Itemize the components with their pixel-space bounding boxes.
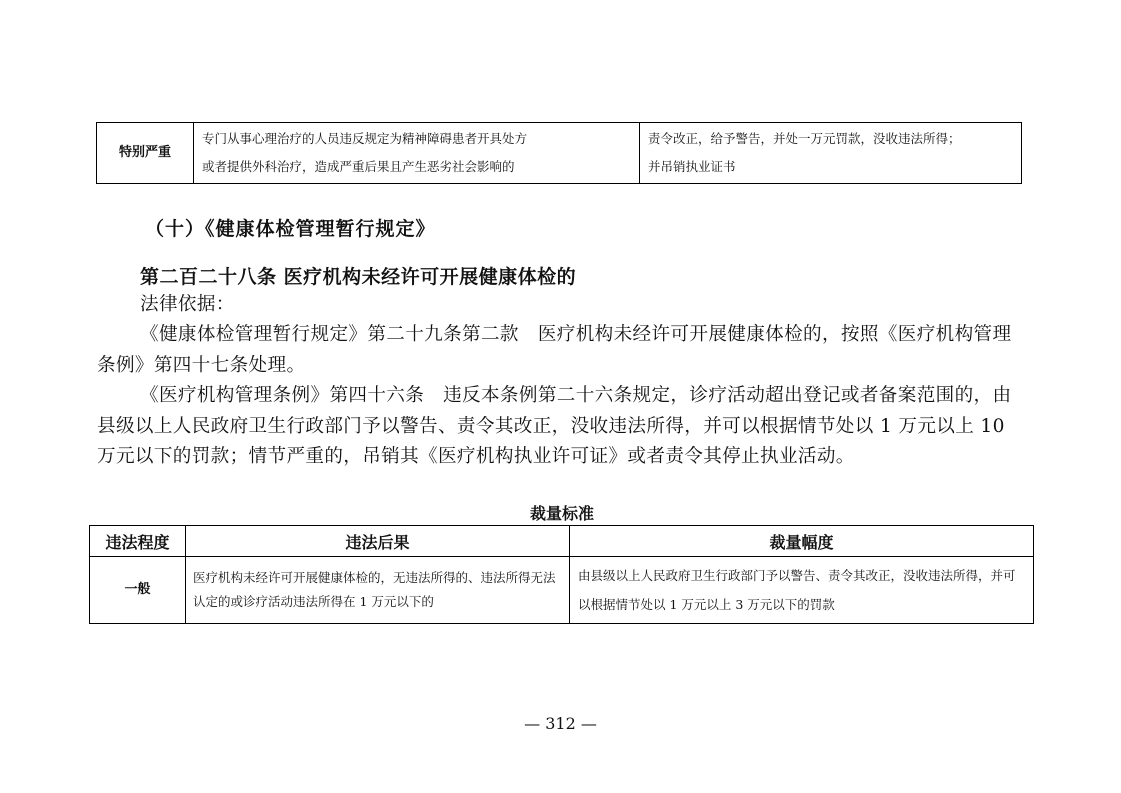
legal-basis-paragraph: 《医疗机构管理条例》第四十六条 违反本条例第二十六条规定，诊疗活动超出登记或者备案范围的，由县级以上人民政府卫生行政部门予以警告、责令其改正，没收违法所得，并可以根据情节处以 1 万元以上 10 万元以下的罚款；情节严重的，吊销其《医疗机构执业许可证》或者责令其停止执业活动。 bbox=[97, 385, 1012, 467]
violation-level-cell: 一般 bbox=[90, 557, 186, 624]
table-row bbox=[90, 557, 1034, 624]
page-number: — 312 — bbox=[524, 714, 597, 733]
consequence-line: 专门从事心理治疗的人员违反规定为精神障碍患者开具处方 bbox=[202, 131, 528, 146]
section-heading: （十）《健康体检管理暂行规定》 bbox=[145, 218, 436, 240]
column-header: 违法程度 bbox=[90, 526, 186, 557]
article-title: 第二百二十八条 医疗机构未经许可开展健康体检的 bbox=[140, 266, 577, 288]
penalty-range-cell bbox=[640, 123, 1022, 184]
penalty-line: 责令改正，给予警告，并处一万元罚款，没收违法所得； bbox=[648, 131, 961, 146]
table-caption: 裁量标准 bbox=[529, 504, 594, 523]
penalty-range-cell: 由县级以上人民政府卫生行政部门予以警告、责令其改正，没收违法所得，并可以根据情节处以 1 万元以上 3 万元以下的罚款 bbox=[570, 557, 1034, 624]
continued-penalty-table bbox=[96, 122, 1022, 184]
table-row bbox=[97, 123, 1022, 184]
legal-basis-label: 法律依据： bbox=[140, 294, 235, 315]
penalty-line: 并吊销执业证书 bbox=[648, 159, 736, 174]
violation-level-cell: 特别严重 bbox=[97, 123, 194, 184]
table-header-row bbox=[90, 526, 1034, 557]
consequence-line: 或者提供外科治疗，造成严重后果且产生恶劣社会影响的 bbox=[202, 159, 515, 174]
violation-consequence-cell bbox=[194, 123, 640, 184]
column-header: 裁量幅度 bbox=[570, 526, 1034, 557]
discretion-standard-table bbox=[89, 525, 1034, 624]
column-header: 违法后果 bbox=[186, 526, 570, 557]
legal-basis-paragraph: 《健康体检管理暂行规定》第二十九条第二款 医疗机构未经许可开展健康体检的，按照《医疗机构管理条例》第四十七条处理。 bbox=[97, 324, 1012, 376]
violation-consequence-cell: 医疗机构未经许可开展健康体检的，无违法所得的、违法所得无法认定的或诊疗活动违法所得在 1 万元以下的 bbox=[186, 557, 570, 624]
